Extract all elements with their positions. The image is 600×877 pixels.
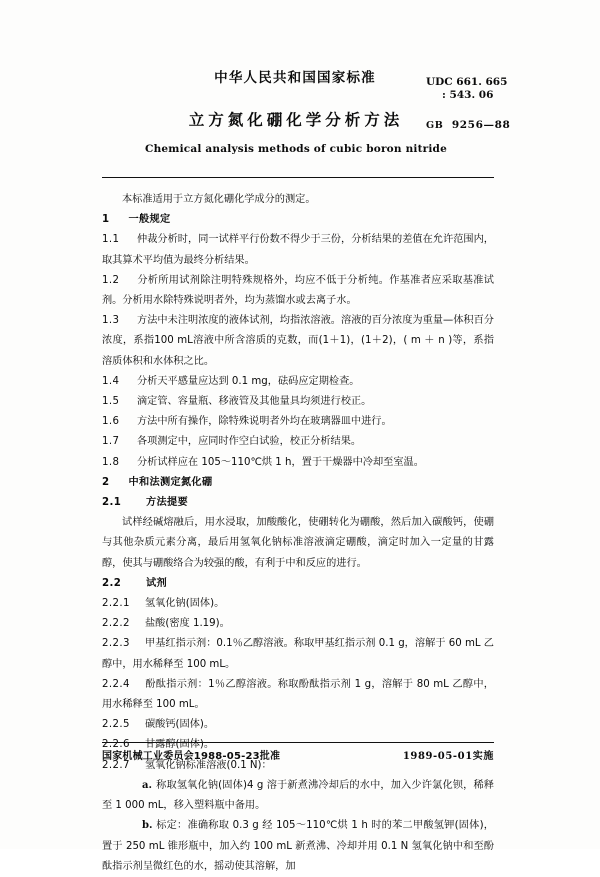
- clause-1-8-text: 分析试样应在 105～110℃烘 1 h，置于干燥器中冷却至室温。: [137, 456, 424, 468]
- document-body: [102, 190, 494, 877]
- reagent-2-2-4-text: 酚酞指示剂：1％乙醇溶液。称取酚酞指示剂 1 g，溶解于 80 mL 乙醇中，用水稀释至 100 mL。: [102, 678, 494, 711]
- reagent-step-b: [102, 816, 494, 877]
- scope-paragraph: 本标准适用于立方氮化硼化学成分的测定。: [122, 194, 316, 205]
- standard-codes: [426, 76, 546, 132]
- clause-1-4-text: 分析天平感量应达到 0.1 mg，砝码应定期检查。: [137, 375, 360, 387]
- clause-2-2-heading: [102, 574, 494, 594]
- method-summary-paragraph: 试样经碱熔融后，用水浸取，加酸酸化，使硼转化为硼酸，然后加入碳酸钙，使硼与其他杂质元素分离，最后用氢氧化钠标准溶液滴定硼酸，滴定时加入一定量的甘露醇，使其与硼酸络合为较强的酸，有利于中和反应的进行。: [102, 517, 494, 569]
- reagent-2-2-7-number: 2.2.7: [102, 759, 130, 771]
- reagent-2-2-1: [102, 594, 494, 614]
- reagent-2-2-3-number: 2.2.3: [102, 638, 130, 650]
- reagent-step-b-label: b.: [142, 820, 153, 832]
- gb-label: GB: [426, 119, 444, 131]
- clause-1-5-text: 滴定管、容量瓶、移液管及其他量具均须进行校正。: [137, 396, 372, 408]
- clause-2-2-number: 2.2: [102, 577, 122, 589]
- reagent-2-2-2-text: 盐酸(密度 1.19)。: [145, 618, 230, 630]
- clause-1-7-number: 1.7: [102, 436, 120, 448]
- udc-code-line1: UDC 661. 665: [426, 76, 508, 88]
- clause-1-7-text: 各项测定中，应同时作空白试验，校正分析结果。: [137, 436, 362, 448]
- clause-2-1-number: 2.1: [102, 497, 122, 509]
- reagent-2-2-3-text: 甲基红指示剂：0.1％乙醇溶液。称取甲基红指示剂 0.1 g，溶解于 60 mL 乙醇中，用水稀释至 100 mL。: [102, 638, 494, 670]
- reagent-2-2-5-number: 2.2.5: [102, 719, 130, 731]
- section-2-title: 中和法测定氮化硼: [128, 476, 213, 488]
- clause-1-4-number: 1.4: [102, 375, 120, 387]
- section-2-number: 2: [102, 476, 110, 488]
- footer-divider: [102, 742, 494, 743]
- reagent-2-2-6-number: 2.2.6: [102, 739, 130, 751]
- clause-1-1: [102, 230, 494, 270]
- reagent-2-2-6-text: 甘露醇(固体)。: [145, 739, 215, 751]
- clause-1-2-number: 1.2: [102, 274, 120, 286]
- clause-1-1-number: 1.1: [102, 234, 120, 246]
- clause-1-6: [102, 412, 494, 432]
- reagent-2-2-2: [102, 614, 494, 634]
- clause-1-3-number: 1.3: [102, 315, 120, 327]
- clause-1-7: [102, 432, 494, 452]
- clause-1-5: [102, 392, 494, 412]
- udc-code-line2: : 543. 06: [442, 89, 494, 102]
- reagent-2-2-4-number: 2.2.4: [102, 678, 130, 690]
- document-subtitle-english: Chemical analysis methods of cubic boron nitride: [145, 143, 447, 155]
- header-divider: [102, 177, 494, 178]
- clause-1-4: [102, 372, 494, 392]
- clause-2-2-title: 试剂: [146, 577, 167, 589]
- footer-row: [102, 747, 494, 762]
- clause-1-3: [102, 311, 494, 372]
- document-footer: [102, 742, 494, 762]
- clause-1-6-number: 1.6: [102, 416, 120, 428]
- clause-1-5-number: 1.5: [102, 396, 120, 408]
- reagent-step-a-text: 称取氢氧化钠(固体)4 g 溶于新煮沸冷却后的水中，加入少许氯化钡，稀释至 1 000 mL，移入塑料瓶中备用。: [102, 779, 494, 812]
- reagent-2-2-7-text: 氢氧化钠标准溶液(0.1 N)：: [145, 759, 272, 771]
- section-2-heading: [102, 473, 494, 493]
- reagent-2-2-5-text: 碳酸钙(固体)。: [145, 719, 215, 731]
- clause-1-2-text: 分析所用试剂除注明特殊规格外，均应不低于分析纯。作基准者应采取基准试剂。分析用水除特殊说明者外，均为蒸馏水或去离子水。: [102, 274, 494, 307]
- national-standard-line: 中华人民共和国国家标准: [214, 70, 376, 86]
- clause-1-8: [102, 453, 494, 473]
- reagent-step-a-label: a.: [142, 779, 152, 791]
- clause-1-8-number: 1.8: [102, 456, 120, 468]
- clause-1-3-text: 方法中未注明浓度的液体试剂，均指浓溶液。溶液的百分浓度为重量—体积百分浓度，系指100 mL溶液中所含溶质的克数，而(1＋1)，(1＋2)，( m ＋ n )等，系指溶质体积和水体积之比。: [102, 315, 494, 367]
- gb-number: 9256—88: [451, 118, 511, 131]
- section-1-title: 一般规定: [128, 214, 171, 226]
- section-1-number: 1: [102, 214, 110, 226]
- gb-standard-number: [426, 119, 546, 132]
- reagent-step-a: [102, 776, 494, 816]
- reagent-2-2-1-number: 2.2.1: [102, 598, 130, 610]
- clause-2-1-title: 方法提要: [146, 497, 188, 509]
- footer-approval-text: 国家机械工业委员会1988-05-23批准: [102, 751, 281, 762]
- section-1-heading: [102, 210, 494, 230]
- reagent-2-2-2-number: 2.2.2: [102, 618, 130, 630]
- clause-1-6-text: 方法中所有操作，除特殊说明者外均在玻璃器皿中进行。: [137, 416, 392, 428]
- document-header: [102, 0, 511, 178]
- clause-2-1-heading: [102, 493, 494, 513]
- clause-1-1-text: 仲裁分析时，同一试样平行份数不得少于三份，分析结果的差值在允许范围内，取其算术平均值为最终分析结果。: [102, 234, 494, 266]
- document-title: 立方氮化硼化学分析方法: [188, 111, 404, 129]
- reagent-2-2-4: [102, 675, 494, 715]
- reagent-step-b-text: 标定：准确称取 0.3 g 经 105～110℃烘 1 h 时的苯二甲酸氢钾(固体)，置于 250 mL 锥形瓶中，加入约 100 mL 新煮沸、冷却并用 0.1 N 氢氧化钠中和至酚酞指示剂呈微红色的水，摇动使其溶解，加: [102, 820, 494, 872]
- clause-1-2: [102, 271, 494, 311]
- reagent-2-2-5: [102, 715, 494, 735]
- footer-effective-date: 1989-05-01实施: [402, 751, 494, 762]
- reagent-2-2-1-text: 氢氧化钠(固体)。: [145, 598, 225, 610]
- reagent-2-2-3: [102, 634, 494, 674]
